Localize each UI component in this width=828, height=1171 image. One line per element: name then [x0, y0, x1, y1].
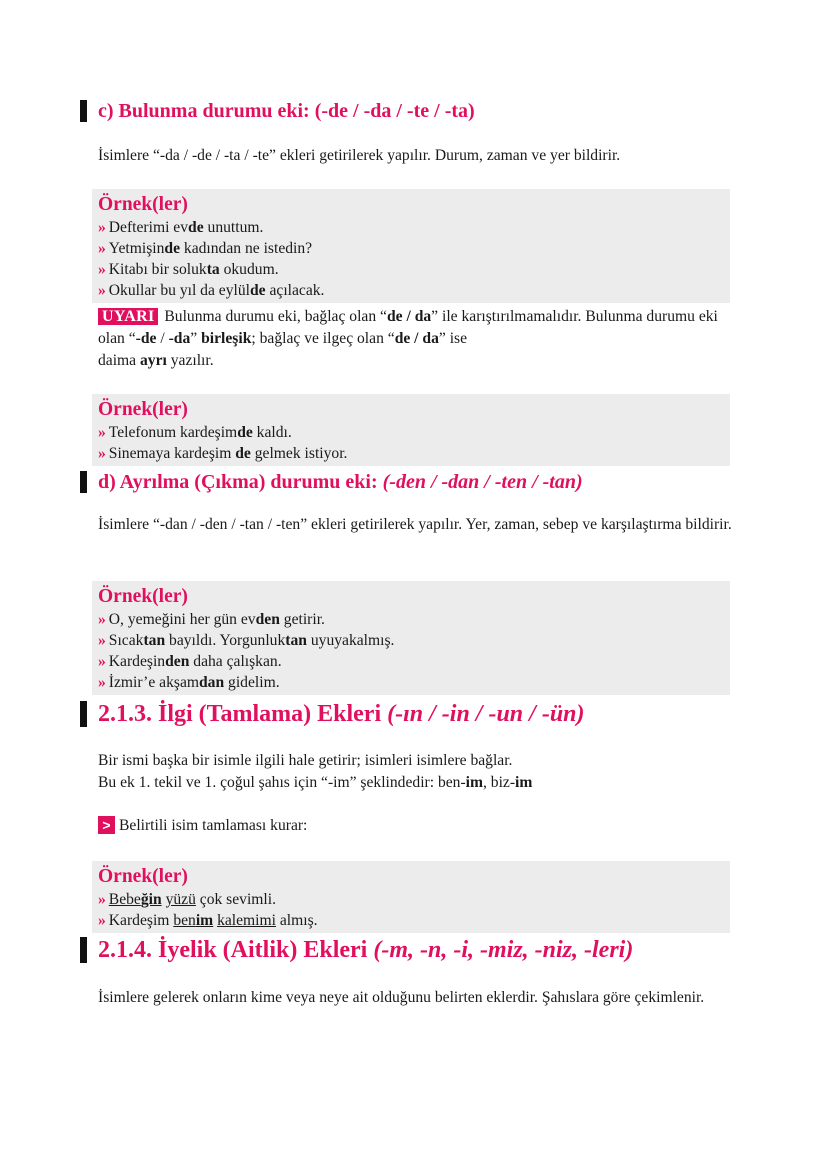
bullet-marker: »	[98, 445, 106, 462]
bullet-marker: »	[98, 912, 106, 929]
bullet-marker: »	[98, 261, 106, 278]
bullet-marker: »	[98, 424, 106, 441]
example-box-ayrilma	[92, 581, 730, 695]
bullet-marker: »	[98, 611, 106, 628]
example-line: » Sıcaktan bayıldı. Yorgunluktan uyuyakalmış.	[98, 632, 395, 649]
example-box-title: Örnek(ler)	[98, 866, 188, 887]
section-heading-bulunma	[80, 100, 475, 122]
bullet-marker: »	[98, 674, 106, 691]
example-box-bulunma	[92, 189, 730, 303]
example-line: » Bebeğin yüzü çok sevimli.	[98, 891, 276, 908]
section-heading-ilgi	[80, 701, 585, 727]
paragraph-ayrilma: İsimlere “-dan / -den / -tan / -ten” ekleri getirilerek yapılır. Yer, zaman, sebep ve karşılaştırma bildirir.	[98, 516, 732, 533]
warning-paragraph: UYARI Bulunma durumu eki, bağlaç olan “de / da” ile karıştırılmamalıdır. Bulunma durumu eki olan “-de / -da” birleşik; bağlaç ve ilgeç olan “de / da” ise daima ayrı yazılır.	[98, 308, 718, 369]
example-line: » Kardeşim benim kalemimi almış.	[98, 912, 318, 929]
heading-suffixes: (-den / -dan / -ten / -tan)	[382, 471, 583, 493]
example-box-title: Örnek(ler)	[98, 399, 188, 420]
paragraph-ilgi: Bir ismi başka bir isimle ilgili hale getirir; isimleri isimlere bağlar. Bu ek 1. tekil ve 1. çoğul şahıs için “-im” şeklindedir: ben-im, biz-im	[98, 752, 533, 791]
example-line: » İzmir’e akşamdan gidelim.	[98, 674, 280, 691]
bullet-line-ilgi: > Belirtili isim tamlaması kurar:	[98, 815, 738, 837]
heading-suffixes: (-de / -da / -te / -ta)	[314, 100, 475, 122]
bullet-marker: »	[98, 653, 106, 670]
example-line: » Kardeşinden daha çalışkan.	[98, 653, 282, 670]
heading-text: 2.1.4. İyelik (Aitlik) Ekleri	[98, 937, 374, 963]
example-line: » Okullar bu yıl da eylülde açılacak.	[98, 282, 325, 299]
paragraph-bulunma: İsimlere “-da / -de / -ta / -te” ekleri getirilerek yapılır. Durum, zaman ve yer bildirir.	[98, 147, 621, 164]
warning-badge: UYARI	[98, 308, 158, 325]
example-box-ilgi	[92, 861, 730, 933]
bullet-marker: »	[98, 632, 106, 649]
paragraph-iyelik: İsimlere gelerek onların kime veya neye ait olduğunu belirten eklerdir. Şahıslara göre çekimlenir.	[98, 989, 705, 1006]
example-line: » Telefonum kardeşimde kaldı.	[98, 424, 292, 441]
example-line: » O, yemeğini her gün evden getirir.	[98, 611, 325, 628]
heading-text: d) Ayrılma (Çıkma) durumu eki:	[98, 471, 383, 493]
example-line: » Kitabı bir solukta okudum.	[98, 261, 279, 278]
example-box-bulunma-2	[92, 394, 730, 466]
example-line: » Yetmişinde kadından ne istedin?	[98, 240, 313, 257]
bullet-marker: »	[98, 282, 106, 299]
section-heading-iyelik	[80, 937, 633, 963]
heading-suffixes: (-m, -n, -i, -miz, -niz, -leri)	[373, 937, 634, 963]
heading-suffixes: (-ın / -in / -un / -ün)	[387, 701, 585, 727]
bullet-marker: »	[98, 240, 106, 257]
bullet-marker: »	[98, 891, 106, 908]
example-box-title: Örnek(ler)	[98, 194, 188, 215]
section-heading-ayrilma	[80, 471, 583, 493]
heading-text: c) Bulunma durumu eki:	[98, 100, 315, 122]
example-line: » Sinemaya kardeşim de gelmek istiyor.	[98, 445, 348, 462]
chevron-right-icon: >	[98, 816, 115, 834]
bullet-marker: »	[98, 219, 106, 236]
example-line: » Defterimi evde unuttum.	[98, 219, 264, 236]
example-box-title: Örnek(ler)	[98, 586, 188, 607]
heading-text: 2.1.3. İlgi (Tamlama) Ekleri	[98, 701, 388, 727]
